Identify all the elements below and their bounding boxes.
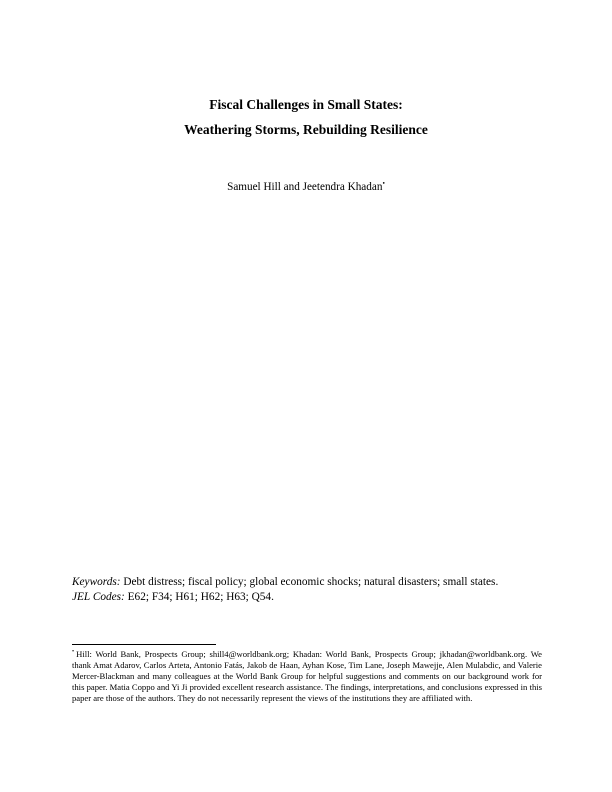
footnote-marker: • bbox=[72, 649, 75, 656]
author-footnote bbox=[72, 649, 542, 704]
keywords-block bbox=[72, 575, 542, 605]
jel-text: E62; F34; H61; H62; H63; Q54. bbox=[124, 591, 274, 603]
keywords-line bbox=[72, 575, 542, 590]
keywords-text: Debt distress; fiscal policy; global economic shocks; natural disasters; small states. bbox=[120, 576, 499, 588]
author-footnote-marker: • bbox=[382, 179, 385, 188]
jel-codes-line bbox=[72, 590, 542, 605]
author-line bbox=[0, 180, 612, 194]
footnote-text: Hill: World Bank, Prospects Group; shill4@worldbank.org; Khadan: World Bank, Prospects Group; jkhadan@worldbank.org. We thank Amat Adarov, Carlos Arteta, Antonio Fatás, Jakob de Haan, Ayhan Kose, Tim Lane, Joseph Mawejje, Alen Mulabdic, and Valerie Mercer-Blackman and many colleagues at the World Bank Group for helpful suggestions and comments on our background work for this paper. Matia Coppo and Yi Ji provided excellent research assistance. The findings, interpretations, and conclusions expressed in this paper are those of the authors. They do not necessarily represent the views of the institutions they are affiliated with. bbox=[72, 649, 542, 704]
keywords-label: Keywords: bbox=[72, 576, 121, 588]
footnote-divider bbox=[72, 644, 216, 645]
paper-title bbox=[0, 92, 612, 142]
title-line-1: Fiscal Challenges in Small States: bbox=[209, 97, 403, 112]
title-line-2: Weathering Storms, Rebuilding Resilience bbox=[184, 122, 428, 137]
jel-label: JEL Codes: bbox=[72, 591, 125, 603]
author-names: Samuel Hill and Jeetendra Khadan bbox=[227, 181, 383, 193]
